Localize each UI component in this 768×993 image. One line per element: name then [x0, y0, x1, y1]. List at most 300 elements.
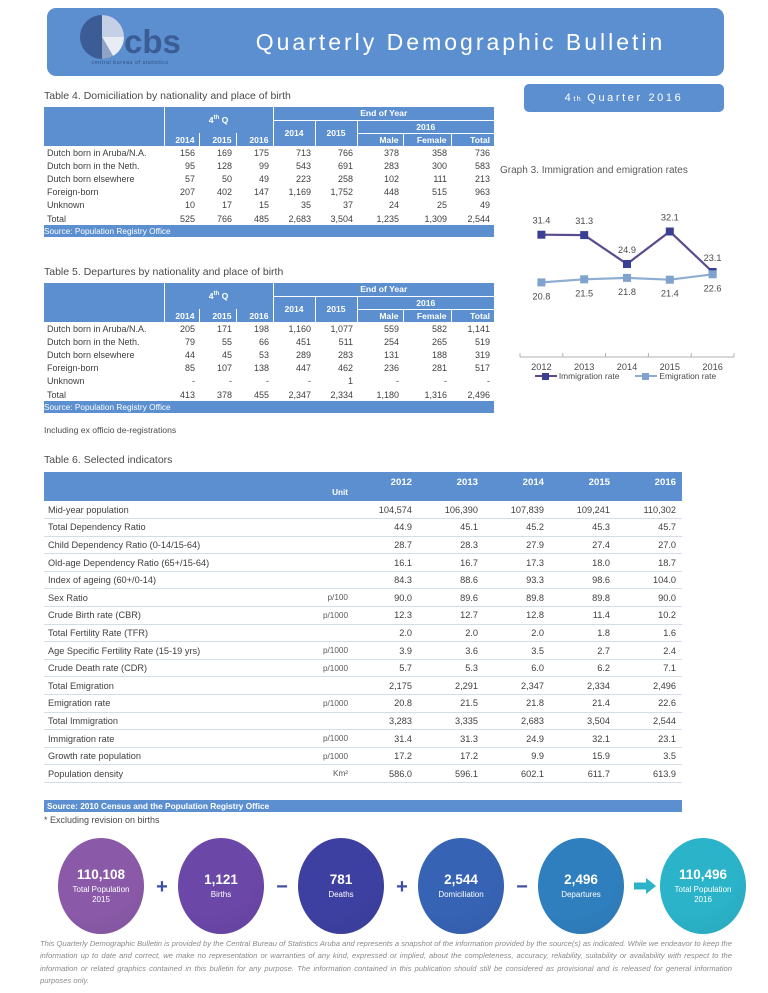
cell-value: 25: [436, 200, 447, 211]
cell-value: 45: [221, 349, 232, 360]
circle-value: 781: [329, 871, 353, 887]
table-row: [44, 172, 494, 185]
row-label: Total: [47, 389, 67, 400]
data-label: 21.5: [575, 288, 594, 299]
cell-value: 485: [253, 213, 269, 224]
cell-value: 84.3: [352, 571, 418, 589]
graph3: [498, 185, 742, 400]
cell-value: 107: [216, 363, 232, 374]
cell-value: 31.4: [352, 730, 418, 748]
quarter-number: 4: [564, 92, 574, 104]
svg-text:cbs: cbs: [124, 23, 181, 60]
table5-body: [44, 322, 494, 401]
cell-value: 16.7: [418, 554, 484, 572]
data-point-marker: [537, 231, 545, 239]
table5-q-2015: 2015: [199, 309, 236, 322]
cell-value: 691: [337, 160, 353, 171]
cell-value: 2,347: [288, 389, 311, 400]
cell-value: 175: [253, 147, 269, 158]
x-axis-tick-label: 2013: [573, 362, 595, 372]
cell-value: 102: [383, 173, 399, 184]
cell-value: 3.6: [418, 642, 484, 660]
cell-value: 613.9: [616, 765, 682, 783]
row-label: Dutch born in the Neth.: [47, 336, 140, 347]
cell-value: 27.0: [616, 536, 682, 554]
cell-value: 2,334: [330, 389, 353, 400]
table5: [44, 283, 494, 413]
table5-source-row: [44, 401, 494, 413]
row-label: Dutch born in Aruba/N.A.: [47, 323, 147, 334]
cell-value: 3,283: [352, 712, 418, 730]
table-row: [44, 335, 494, 348]
population-equation: [44, 838, 734, 934]
cell-value: 44.9: [352, 519, 418, 537]
table6-source: Source: 2010 Census and the Population Registry Office: [44, 800, 682, 812]
cell-value: 2.0: [418, 624, 484, 642]
table4-group-2016: 2016: [357, 120, 494, 133]
table4-group-q-label: Q: [221, 115, 229, 125]
cell-value: 2,291: [418, 677, 484, 695]
indicator-unit: [294, 571, 352, 589]
table-row: [44, 677, 682, 695]
cell-value: 2,683: [288, 213, 311, 224]
indicator-unit: [294, 712, 352, 730]
table4-2016-female: Female: [403, 133, 451, 146]
indicator-unit: [294, 519, 352, 537]
cell-value: 1,169: [288, 187, 311, 198]
data-point-marker: [580, 275, 588, 283]
circle-label-secondary: 2015: [92, 895, 110, 905]
disclaimer-text: This Quarterly Demographic Bulletin is provided by the Central Bureau of Statistics Aruba and represents a snapshot of the information provided by the source(s) as indicated. While we endeavor to keep the information up to date and correct, we make no representation or warranties of any kind, expressed or implied, about the completeness, accuracy, reliability, suitability or availability with respect to the information or related graphics contained in this bulletin for any purpose. The information contained in this publication should still be considered as provisional and is released for general information purposes only.: [40, 939, 732, 985]
cell-value: 12.7: [418, 607, 484, 625]
minus-operator: −: [516, 876, 528, 898]
table6-col-2014: 2014: [484, 472, 550, 501]
cell-value: 517: [474, 363, 490, 374]
cell-value: 104.0: [616, 571, 682, 589]
table-row: [44, 659, 682, 677]
data-point-marker: [709, 270, 717, 278]
table-row: [44, 712, 682, 730]
cell-value: 3.5: [616, 747, 682, 765]
graph3-title: Graph 3. Immigration and emigration rates: [500, 165, 688, 176]
data-label: 22.6: [703, 283, 722, 294]
cell-value: 447: [295, 363, 311, 374]
cell-value: 17.2: [352, 747, 418, 765]
cell-value: 9.9: [484, 747, 550, 765]
cell-value: 93.3: [484, 571, 550, 589]
cell-value: 27.4: [550, 536, 616, 554]
cell-value: 44: [184, 349, 195, 360]
legend-label-immigration: Immigration rate: [558, 371, 620, 381]
cell-value: 6.0: [484, 659, 550, 677]
equation-circle: [58, 838, 144, 934]
indicator-unit: p/100: [294, 589, 352, 607]
row-label: Unknown: [47, 200, 85, 211]
cell-value: 3,504: [330, 213, 353, 224]
indicator-label: Emigration rate: [44, 695, 294, 713]
cell-value: 22.6: [616, 695, 682, 713]
data-label: 21.8: [618, 286, 636, 297]
circle-value: 110,496: [678, 866, 728, 882]
circle-value: 110,108: [76, 866, 126, 882]
row-label: Dutch born elsewhere: [47, 349, 135, 360]
cell-value: 281: [431, 363, 447, 374]
cell-value: 45.1: [418, 519, 484, 537]
quarter-ordinal: th: [573, 93, 582, 103]
cell-value: 6.2: [550, 659, 616, 677]
data-point-marker: [623, 260, 631, 268]
legend-label-emigration: Emigration rate: [659, 371, 717, 381]
legend-item-immigration: [535, 371, 620, 381]
indicator-unit: p/1000: [294, 659, 352, 677]
indicator-unit: [294, 554, 352, 572]
table-row: [44, 159, 494, 172]
table5-header-row-1: [44, 283, 494, 296]
data-point-marker: [666, 276, 674, 284]
cell-value: 66: [258, 336, 269, 347]
cell-value: 95: [184, 160, 195, 171]
indicator-unit: [294, 501, 352, 519]
cell-value: 3,504: [550, 712, 616, 730]
cell-value: 198: [253, 323, 269, 334]
cell-value: -: [308, 376, 311, 387]
cell-value: 169: [216, 147, 232, 158]
minus-operator: −: [276, 876, 288, 898]
indicator-unit: p/1000: [294, 747, 352, 765]
cell-value: 519: [474, 336, 490, 347]
cell-value: 2,544: [467, 213, 490, 224]
table5-2016-male: Male: [357, 309, 403, 322]
indicator-unit: [294, 624, 352, 642]
cell-value: 236: [383, 363, 399, 374]
cell-value: -: [487, 376, 490, 387]
cell-value: 18.0: [550, 554, 616, 572]
cell-value: 23.1: [616, 730, 682, 748]
data-label: 21.4: [660, 288, 679, 299]
data-label: 20.8: [532, 291, 551, 302]
table-row: [44, 554, 682, 572]
cell-value: 582: [431, 323, 447, 334]
cell-value: 3.5: [484, 642, 550, 660]
cell-value: 45.2: [484, 519, 550, 537]
table4-group-q-sup: th: [213, 115, 220, 122]
table5-caption: Table 5. Departures by nationality and place of birth: [44, 266, 284, 278]
cell-value: 24.9: [484, 730, 550, 748]
cell-value: 283: [337, 349, 353, 360]
circle-label: Departures: [561, 890, 601, 900]
cell-value: 596.1: [418, 765, 484, 783]
quarter-badge: [524, 84, 724, 112]
cell-value: 448: [383, 187, 399, 198]
cell-value: 378: [383, 147, 399, 158]
circle-value: 2,544: [444, 871, 478, 887]
cell-value: 2.7: [550, 642, 616, 660]
cell-value: 378: [216, 389, 232, 400]
cell-value: 205: [179, 323, 195, 334]
table4-2016-total: Total: [451, 133, 494, 146]
cell-value: 713: [295, 147, 311, 158]
cell-value: 300: [431, 160, 447, 171]
cell-value: 451: [295, 336, 311, 347]
cell-value: 24: [388, 200, 399, 211]
circle-label: Births: [210, 890, 232, 900]
table4-body: [44, 146, 494, 225]
cell-value: 2,175: [352, 677, 418, 695]
logo-subtitle: central bureau of statistics: [91, 60, 169, 66]
cell-value: 106,390: [418, 501, 484, 519]
cell-value: -: [192, 376, 195, 387]
cell-value: 2.0: [484, 624, 550, 642]
cell-value: 171: [216, 323, 232, 334]
cell-value: 35: [300, 200, 311, 211]
cell-value: 402: [216, 187, 232, 198]
table4-q-2016: 2016: [236, 133, 273, 146]
cell-value: 89.6: [418, 589, 484, 607]
equation-circle: [298, 838, 384, 934]
plus-operator: +: [156, 876, 168, 898]
data-label: 32.1: [660, 212, 679, 223]
cell-value: 602.1: [484, 765, 550, 783]
table5-q-2014: 2014: [164, 309, 199, 322]
indicator-unit: Km²: [294, 765, 352, 783]
indicator-unit: p/1000: [294, 695, 352, 713]
cell-value: 89.8: [484, 589, 550, 607]
cell-value: 17.2: [418, 747, 484, 765]
x-axis-tick-label: 2016: [702, 362, 723, 372]
table4-eoy-2014: 2014: [273, 120, 315, 146]
cell-value: -: [266, 376, 269, 387]
circle-value: 1,121: [204, 871, 238, 887]
table5-group-quarter: [164, 283, 273, 309]
cell-value: 31.3: [418, 730, 484, 748]
cell-value: 110,302: [616, 501, 682, 519]
indicator-label: Mid-year population: [44, 501, 294, 519]
x-axis-tick-label: 2014: [616, 362, 638, 372]
table-row: [44, 212, 494, 225]
table6: [44, 472, 682, 783]
cell-value: 289: [295, 349, 311, 360]
cell-value: 586.0: [352, 765, 418, 783]
circle-label: Total Population: [674, 885, 732, 895]
indicator-unit: [294, 677, 352, 695]
cell-value: 21.8: [484, 695, 550, 713]
table-row: [44, 519, 682, 537]
cell-value: 2,496: [467, 389, 490, 400]
indicator-label: Old-age Dependency Ratio (65+/15-64): [44, 554, 294, 572]
cell-value: 358: [431, 147, 447, 158]
cbs-logo: [69, 13, 189, 73]
cell-value: 511: [338, 336, 353, 347]
cell-value: 12.3: [352, 607, 418, 625]
cell-value: 611.7: [550, 765, 616, 783]
cell-value: 49: [479, 200, 490, 211]
table5-group-eoy: End of Year: [273, 283, 494, 296]
indicator-label: Crude Death rate (CDR): [44, 659, 294, 677]
table-row: [44, 695, 682, 713]
equation-circle: [538, 838, 624, 934]
indicator-unit: [294, 536, 352, 554]
plus-operator: +: [396, 876, 408, 898]
indicator-label: Immigration rate: [44, 730, 294, 748]
legend-line-immigration-icon: [535, 375, 557, 377]
cell-value: 207: [179, 187, 195, 198]
indicator-label: Total Emigration: [44, 677, 294, 695]
cell-value: 79: [184, 336, 195, 347]
table-row: [44, 536, 682, 554]
table4-group-q-num: 4: [208, 115, 214, 125]
table5-note: Including ex officio de-registrations: [44, 425, 177, 435]
cell-value: 5.7: [352, 659, 418, 677]
cbs-logo-icon: [69, 13, 189, 65]
cell-value: -: [444, 376, 447, 387]
cell-value: 15.9: [550, 747, 616, 765]
table6-col-indicator: [44, 472, 294, 501]
table6-header-row: [44, 472, 682, 501]
table-row: [44, 747, 682, 765]
equation-circle: [418, 838, 504, 934]
cell-value: 12.8: [484, 607, 550, 625]
cell-value: 5.3: [418, 659, 484, 677]
table-row: [44, 571, 682, 589]
circle-label: Total Population: [72, 885, 130, 895]
cell-value: 583: [474, 160, 490, 171]
cell-value: 1,141: [467, 323, 490, 334]
cell-value: 57: [184, 173, 195, 184]
cell-value: 90.0: [352, 589, 418, 607]
table6-body: [44, 501, 682, 783]
cell-value: 27.9: [484, 536, 550, 554]
table-row: [44, 362, 494, 375]
data-point-marker: [623, 274, 631, 282]
cell-value: 559: [383, 323, 399, 334]
row-label: Unknown: [47, 376, 85, 387]
table-row: [44, 730, 682, 748]
cell-value: 223: [295, 173, 311, 184]
cell-value: 28.3: [418, 536, 484, 554]
cell-value: 37: [342, 200, 353, 211]
x-axis-tick-label: 2012: [531, 362, 552, 372]
legend-item-emigration: [635, 371, 716, 381]
cell-value: 2.4: [616, 642, 682, 660]
circle-label: Deaths: [328, 890, 354, 900]
table4-2016-male: Male: [357, 133, 403, 146]
table4-source: Source: Population Registry Office: [44, 225, 494, 237]
data-label: 31.3: [575, 216, 594, 227]
cell-value: 17: [221, 200, 232, 211]
table-row: [44, 388, 494, 401]
table5-corner: [44, 283, 164, 322]
cell-value: 2,544: [616, 712, 682, 730]
table4-eoy-2015: 2015: [315, 120, 357, 146]
cell-value: 109,241: [550, 501, 616, 519]
indicator-label: Crude Birth rate (CBR): [44, 607, 294, 625]
cell-value: 1,077: [330, 323, 353, 334]
cell-value: 3,335: [418, 712, 484, 730]
row-label: Total: [47, 213, 67, 224]
table-row: [44, 348, 494, 361]
cell-value: 131: [383, 349, 399, 360]
cell-value: 2,334: [550, 677, 616, 695]
cell-value: 15: [258, 200, 269, 211]
table-row: [44, 322, 494, 335]
cell-value: 111: [433, 173, 447, 184]
data-point-marker: [666, 228, 674, 236]
graph3-canvas: [498, 185, 742, 400]
cell-value: 11.4: [550, 607, 616, 625]
cell-value: 21.4: [550, 695, 616, 713]
indicator-label: Child Dependency Ratio (0-14/15-64): [44, 536, 294, 554]
cell-value: 45.7: [616, 519, 682, 537]
table-row: [44, 146, 494, 159]
cell-value: 2,347: [484, 677, 550, 695]
cell-value: 265: [431, 336, 447, 347]
page-title: Quarterly Demographic Bulletin: [255, 28, 666, 55]
cell-value: 45.3: [550, 519, 616, 537]
cell-value: 455: [253, 389, 269, 400]
table4-header-row-1: [44, 107, 494, 120]
cell-value: 766: [216, 213, 232, 224]
table5-group-q-num: 4: [208, 291, 214, 301]
cell-value: 50: [221, 173, 232, 184]
table4-group-eoy: End of Year: [273, 107, 494, 120]
circle-label: Domiciliation: [438, 890, 484, 900]
cell-value: 736: [474, 147, 490, 158]
graph3-legend: [518, 371, 733, 381]
table4-q-2014: 2014: [164, 133, 199, 146]
table5-group-q-label: Q: [221, 291, 229, 301]
indicator-unit: p/1000: [294, 607, 352, 625]
indicator-label: Total Dependency Ratio: [44, 519, 294, 537]
cell-value: 766: [337, 147, 353, 158]
table6-col-2016: 2016: [616, 472, 682, 501]
data-label: 24.9: [618, 245, 636, 255]
cell-value: 17.3: [484, 554, 550, 572]
table-row: [44, 607, 682, 625]
cell-value: 85: [184, 363, 195, 374]
cell-value: 128: [216, 160, 232, 171]
cell-value: 188: [431, 349, 447, 360]
cell-value: 16.1: [352, 554, 418, 572]
cell-value: -: [229, 376, 232, 387]
table-row: [44, 589, 682, 607]
table-row: [44, 199, 494, 212]
cell-value: 1: [347, 376, 353, 387]
cell-value: 213: [474, 173, 490, 184]
quarter-label: Quarter 2016: [587, 92, 684, 104]
table-row: [44, 186, 494, 199]
table6-caption: Table 6. Selected indicators: [44, 454, 173, 466]
cell-value: 3.9: [352, 642, 418, 660]
circle-label-secondary: 2016: [694, 895, 712, 905]
data-point-marker: [580, 231, 588, 239]
equation-circle: [178, 838, 264, 934]
cell-value: 254: [383, 336, 399, 347]
table5-source: Source: Population Registry Office: [44, 401, 494, 413]
data-label: 23.1: [703, 253, 722, 263]
cell-value: 1,180: [376, 389, 399, 400]
table5-2016-total: Total: [451, 309, 494, 322]
cell-value: 283: [383, 160, 399, 171]
table5-eoy-2015: 2015: [315, 296, 357, 322]
equation-circle: [660, 838, 746, 934]
table5-group-q-sup: th: [213, 291, 220, 298]
header-banner: [47, 8, 724, 76]
legend-line-emigration-icon: [635, 375, 657, 377]
cell-value: 89.8: [550, 589, 616, 607]
cell-value: 462: [337, 363, 353, 374]
table6-note: * Excluding revision on births: [44, 815, 160, 825]
table4-caption: Table 4. Domiciliation by nationality and place of birth: [44, 90, 291, 102]
